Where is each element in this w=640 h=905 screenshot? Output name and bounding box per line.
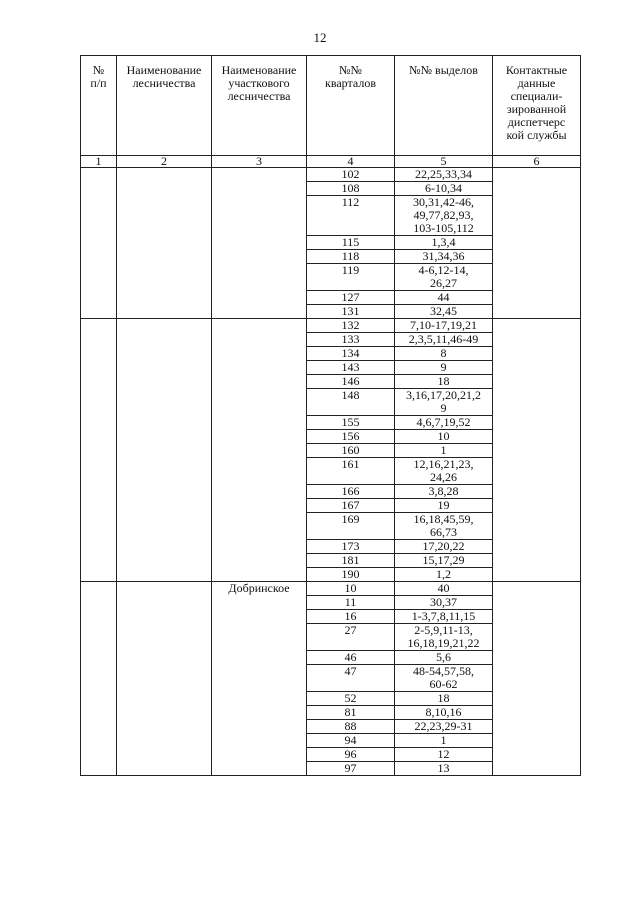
vydely-line: 12 [437, 747, 450, 761]
vydely-cell [395, 236, 493, 250]
table-row [81, 582, 581, 596]
vydely-cell [395, 748, 493, 762]
kvartal-cell: 119 [307, 264, 395, 291]
vydely-line: 1 [440, 733, 447, 747]
vydely-cell [395, 361, 493, 375]
vydely-cell [395, 692, 493, 706]
vydely-line: 6-10,34 [425, 181, 462, 195]
forestry-table [80, 55, 581, 776]
vydely-line: 26,27 [430, 276, 457, 290]
vydely-line: 48-54,57,58, [413, 664, 474, 678]
vydely-cell [395, 485, 493, 499]
vydely-cell [395, 416, 493, 430]
kvartal-cell: 133 [307, 333, 395, 347]
vydely-cell [395, 596, 493, 610]
header-row [81, 56, 581, 156]
kvartal-cell: 96 [307, 748, 395, 762]
vydely-cell [395, 264, 493, 291]
kvartal-cell: 132 [307, 319, 395, 333]
vydely-line: 4,6,7,19,52 [416, 415, 471, 429]
column-header [307, 56, 395, 156]
vydely-cell [395, 347, 493, 361]
column-header [395, 56, 493, 156]
vydely-cell [395, 444, 493, 458]
kvartal-cell: 169 [307, 513, 395, 540]
column-header [117, 56, 212, 156]
column-header-line: данные [517, 76, 556, 90]
pp-number-cell [81, 582, 117, 776]
column-header-line: №№ [339, 63, 362, 77]
vydely-line: 16,18,45,59, [413, 512, 474, 526]
column-header [81, 56, 117, 156]
kvartal-cell: 81 [307, 706, 395, 720]
vydely-cell [395, 762, 493, 776]
vydely-line: 66,73 [430, 525, 457, 539]
vydely-cell [395, 375, 493, 389]
vydely-cell [395, 499, 493, 513]
vydely-cell [395, 458, 493, 485]
vydely-cell [395, 389, 493, 416]
vydely-line: 12,16,21,23, [413, 457, 474, 471]
kvartal-cell: 52 [307, 692, 395, 706]
vydely-cell [395, 610, 493, 624]
table-body [81, 168, 581, 776]
column-header-line: кварталов [325, 76, 376, 90]
lesnichestvo-cell [117, 582, 212, 776]
column-number: 4 [307, 156, 395, 168]
column-header-line: специали- [510, 89, 563, 103]
contact-cell [493, 168, 581, 319]
kvartal-cell: 131 [307, 305, 395, 319]
kvartal-cell: 167 [307, 499, 395, 513]
column-header [493, 56, 581, 156]
uchastkovoe-lesnichestvo-cell [212, 168, 307, 319]
vydely-line: 1 [440, 443, 447, 457]
vydely-cell [395, 333, 493, 347]
kvartal-cell: 166 [307, 485, 395, 499]
vydely-line: 44 [437, 290, 450, 304]
kvartal-cell: 47 [307, 665, 395, 692]
kvartal-cell: 127 [307, 291, 395, 305]
kvartal-cell: 134 [307, 347, 395, 361]
vydely-line: 103-105,112 [413, 221, 474, 235]
vydely-cell [395, 319, 493, 333]
column-header-line: участкового [228, 76, 290, 90]
vydely-line: 10 [437, 429, 450, 443]
column-number: 1 [81, 156, 117, 168]
kvartal-cell: 88 [307, 720, 395, 734]
vydely-cell [395, 651, 493, 665]
table-row [81, 168, 581, 182]
column-number: 5 [395, 156, 493, 168]
vydely-line: 32,45 [430, 304, 457, 318]
vydely-cell [395, 665, 493, 692]
vydely-line: 19 [437, 498, 450, 512]
kvartal-cell: 161 [307, 458, 395, 485]
pp-number-cell [81, 168, 117, 319]
kvartal-cell: 16 [307, 610, 395, 624]
kvartal-cell: 173 [307, 540, 395, 554]
column-header-line: Контактные [505, 63, 568, 77]
column-number-row [81, 156, 581, 168]
vydely-line: 8 [440, 346, 447, 360]
vydely-line: 5,6 [436, 650, 451, 664]
kvartal-cell: 46 [307, 651, 395, 665]
vydely-cell [395, 720, 493, 734]
vydely-line: 30,31,42-46, [413, 195, 474, 209]
vydely-cell [395, 734, 493, 748]
page-number: 12 [313, 30, 327, 45]
kvartal-cell: 156 [307, 430, 395, 444]
lesnichestvo-cell [117, 168, 212, 319]
vydely-cell [395, 168, 493, 182]
vydely-line: 40 [437, 581, 450, 595]
vydely-line: 2-5,9,11-13, [414, 623, 473, 637]
vydely-line: 17,20,22 [422, 539, 465, 553]
vydely-cell [395, 624, 493, 651]
contact-cell [493, 582, 581, 776]
vydely-cell [395, 291, 493, 305]
kvartal-cell: 27 [307, 624, 395, 651]
table-row [81, 319, 581, 333]
vydely-cell [395, 513, 493, 540]
vydely-line: 31,34,36 [422, 249, 465, 263]
vydely-cell [395, 540, 493, 554]
vydely-line: 7,10-17,19,21 [410, 318, 477, 332]
column-header [212, 56, 307, 156]
vydely-line: 16,18,19,21,22 [407, 636, 480, 650]
vydely-line: 8,10,16 [425, 705, 462, 719]
vydely-line: 60-62 [429, 677, 458, 691]
kvartal-cell: 181 [307, 554, 395, 568]
column-number: 3 [212, 156, 307, 168]
vydely-line: 49,77,82,93, [413, 208, 474, 222]
contact-cell [493, 319, 581, 582]
kvartal-cell: 108 [307, 182, 395, 196]
vydely-cell [395, 706, 493, 720]
pp-number-cell [81, 319, 117, 582]
kvartal-cell: 102 [307, 168, 395, 182]
kvartal-cell: 190 [307, 568, 395, 582]
column-header-line: лесничества [227, 89, 291, 103]
kvartal-cell: 112 [307, 196, 395, 236]
vydely-cell [395, 196, 493, 236]
kvartal-cell: 11 [307, 596, 395, 610]
vydely-cell [395, 250, 493, 264]
vydely-cell [395, 182, 493, 196]
vydely-line: 9 [440, 401, 447, 415]
vydely-line: 18 [437, 374, 450, 388]
vydely-line: 9 [440, 360, 447, 374]
kvartal-cell: 155 [307, 416, 395, 430]
vydely-line: 22,25,33,34 [415, 167, 472, 181]
kvartal-cell: 94 [307, 734, 395, 748]
vydely-line: 3,8,28 [428, 484, 459, 498]
column-number: 6 [493, 156, 581, 168]
vydely-line: 18 [437, 691, 450, 705]
uchastkovoe-lesnichestvo-cell: Добринское [212, 582, 307, 776]
column-header-line: № [92, 63, 105, 77]
vydely-cell [395, 554, 493, 568]
vydely-cell [395, 568, 493, 582]
column-header-line: кой службы [506, 128, 567, 142]
column-header-line: зированной [506, 102, 567, 116]
kvartal-cell: 118 [307, 250, 395, 264]
uchastkovoe-lesnichestvo-cell [212, 319, 307, 582]
column-number: 2 [117, 156, 212, 168]
vydely-line: 13 [437, 761, 450, 775]
vydely-line: 22,23,29-31 [414, 719, 473, 733]
vydely-line: 2,3,5,11,46-49 [408, 332, 479, 346]
column-header-line: лесничества [132, 76, 196, 90]
vydely-line: 1-3,7,8,11,15 [411, 609, 476, 623]
vydely-cell [395, 430, 493, 444]
column-header-line: диспетчерс [507, 115, 566, 129]
kvartal-cell: 10 [307, 582, 395, 596]
vydely-cell [395, 582, 493, 596]
kvartal-cell: 148 [307, 389, 395, 416]
kvartal-cell: 143 [307, 361, 395, 375]
vydely-cell [395, 305, 493, 319]
column-header-line: п/п [90, 76, 107, 90]
column-header-line: Наименование [221, 63, 297, 77]
lesnichestvo-cell [117, 319, 212, 582]
kvartal-cell: 146 [307, 375, 395, 389]
vydely-line: 1,2 [436, 567, 451, 581]
column-header-line: №№ выделов [409, 63, 478, 77]
vydely-line: 30,37 [430, 595, 457, 609]
vydely-line: 24,26 [430, 470, 457, 484]
kvartal-cell: 160 [307, 444, 395, 458]
vydely-line: 3,16,17,20,21,2 [406, 388, 481, 402]
vydely-line: 4-6,12-14, [418, 263, 469, 277]
vydely-line: 15,17,29 [422, 553, 465, 567]
column-header-line: Наименование [126, 63, 202, 77]
vydely-line: 1,3,4 [431, 235, 456, 249]
kvartal-cell: 115 [307, 236, 395, 250]
kvartal-cell: 97 [307, 762, 395, 776]
